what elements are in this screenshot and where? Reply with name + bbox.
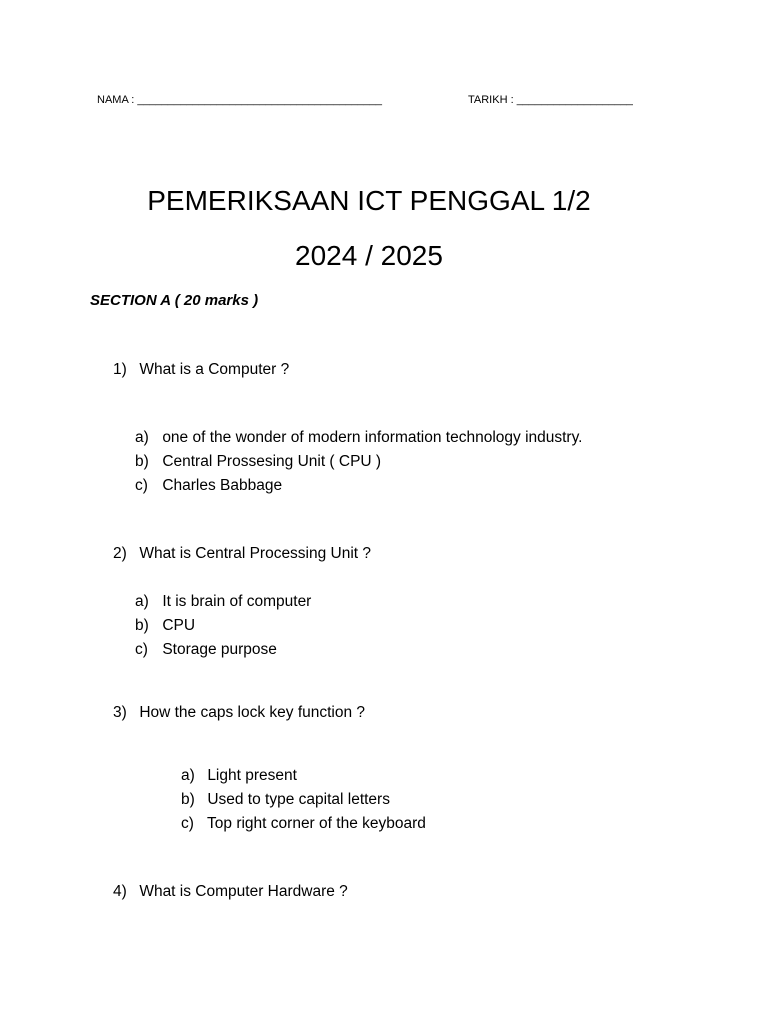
question-text: What is Central Processing Unit ? [139, 545, 372, 562]
option-letter: a) [135, 593, 149, 610]
question-number: 1) [113, 361, 127, 378]
question-3-option-c [181, 812, 426, 836]
question-1-option-a [135, 426, 583, 450]
option-text: one of the wonder of modern information technology industry. [162, 429, 583, 446]
option-text: Top right corner of the keyboard [207, 815, 426, 832]
option-letter: c) [135, 641, 148, 658]
option-text: It is brain of computer [162, 593, 312, 610]
option-text: Storage purpose [162, 641, 277, 658]
exam-title: PEMERIKSAAN ICT PENGGAL 1/2 [147, 185, 591, 216]
date-field-label: TARIKH : ___________________ [468, 94, 633, 106]
option-letter: b) [135, 453, 149, 470]
question-2 [113, 542, 371, 566]
section-heading: SECTION A ( 20 marks ) [90, 292, 259, 309]
question-2-option-a [135, 590, 311, 614]
question-text: What is Computer Hardware ? [139, 883, 348, 900]
option-text: Light present [207, 767, 297, 784]
question-1-option-b [135, 450, 381, 474]
question-4 [113, 880, 348, 904]
question-text: What is a Computer ? [139, 361, 290, 378]
question-number: 2) [113, 545, 127, 562]
question-1 [113, 358, 289, 382]
question-2-option-c [135, 638, 277, 662]
option-text: CPU [162, 617, 196, 634]
question-3 [113, 701, 365, 725]
question-3-option-a [181, 764, 297, 788]
question-2-option-b [135, 614, 195, 638]
option-letter: b) [135, 617, 149, 634]
option-text: Used to type capital letters [207, 791, 390, 808]
option-letter: a) [135, 429, 149, 446]
option-letter: a) [181, 767, 195, 784]
question-number: 4) [113, 883, 127, 900]
option-letter: c) [181, 815, 194, 832]
option-letter: c) [135, 477, 148, 494]
question-number: 3) [113, 704, 127, 721]
option-text: Charles Babbage [162, 477, 283, 494]
name-field-label: NAMA : ________________________________________ [97, 94, 383, 106]
question-1-option-c [135, 474, 282, 498]
question-3-option-b [181, 788, 390, 812]
question-text: How the caps lock key function ? [139, 704, 366, 721]
option-text: Central Prossesing Unit ( CPU ) [162, 453, 382, 470]
exam-year: 2024 / 2025 [295, 240, 443, 271]
option-letter: b) [181, 791, 195, 808]
